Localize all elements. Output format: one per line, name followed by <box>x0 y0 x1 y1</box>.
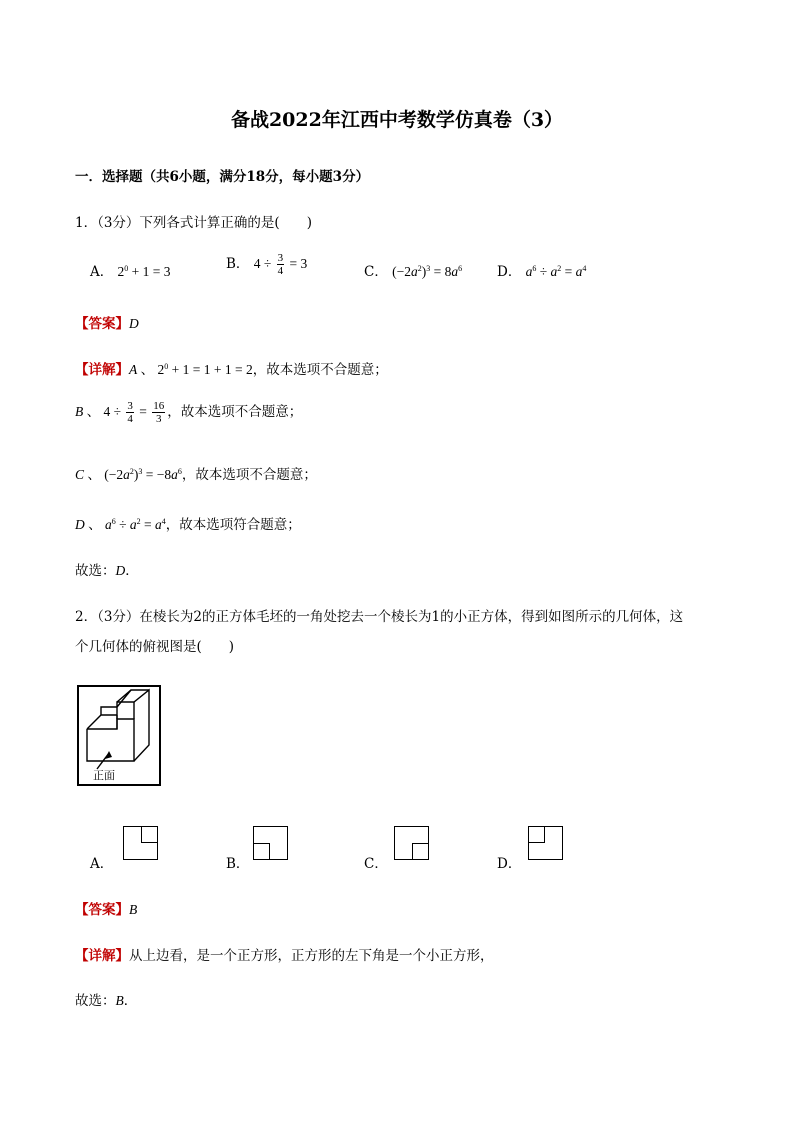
inner-square <box>412 843 428 859</box>
option-a-expr: $2^0 + 1 = 3$ <box>117 264 171 279</box>
section-heading: 一．选择题（共6小题，满分18分，每小题3分） <box>75 169 370 185</box>
detail-comment: ，故本选项不合题意； <box>181 467 317 483</box>
fraction: $\frac{3}{4}$ <box>277 252 284 278</box>
detail-text: 从上边看，是一个正方形，正方形的左下角是一个小正方形， <box>129 948 494 964</box>
fraction: $\frac{16}{3}$ <box>153 400 165 426</box>
conclusion-prefix: 故选： <box>75 563 116 579</box>
detail-c-expr: C 、 $(-2a^2)^3 = -8a^6$ <box>75 467 182 482</box>
detail-d-expr: D 、 $a^6 \div a^2 = a^4$ <box>75 517 166 532</box>
option-label: C． <box>364 264 388 280</box>
inner-square <box>254 843 270 859</box>
q1-option-d[interactable] <box>497 260 586 280</box>
detail-comment: ，故本选项不合题意； <box>167 404 303 420</box>
option-d-expr: $a^6 \div a^2 = a^4$ <box>525 264 587 279</box>
q2-option-c-label[interactable]: C． <box>364 856 388 872</box>
conclusion-prefix: 故选： <box>75 993 116 1009</box>
answer-tag: 【答案】 <box>75 902 129 918</box>
option-c-expr: $(-2a^2)^3 = 8a^6$ <box>392 264 463 279</box>
q2-stem-line2: 个几何体的俯视图是( ) <box>75 639 235 655</box>
q2-stem-line1: 2．（3分）在棱长为2的正方体毛坯的一角处挖去一个棱长为1的小正方体，得到如图所示的几何体，这 <box>75 609 684 625</box>
detail-b-expr: B 、 4 ÷ $\frac{3}{4}$ = $\frac{16}{3}$ <box>75 400 165 426</box>
q1-stem: 1．（3分）下列各式计算正确的是( ) <box>75 215 312 231</box>
q1-detail-a <box>75 358 388 378</box>
detail-tag: 【详解】 <box>75 948 129 964</box>
q1-answer <box>75 312 139 332</box>
q2-option-a-label[interactable]: A． <box>90 856 114 872</box>
fraction: $\frac{3}{4}$ <box>127 400 133 426</box>
q1-option-c[interactable] <box>364 260 462 280</box>
q2-option-d-figure[interactable] <box>528 826 563 860</box>
q2-option-d-label[interactable]: D． <box>497 856 522 872</box>
figure-label: 正面 <box>93 769 115 782</box>
q1-option-a[interactable] <box>90 260 171 280</box>
q2-option-b-label[interactable]: B． <box>226 856 250 872</box>
answer-value: B <box>129 902 138 917</box>
page-title: 备战2022年江西中考数学仿真卷（3） <box>230 109 564 131</box>
detail-comment: ，故本选项不合题意； <box>252 362 388 378</box>
option-label: A． <box>90 264 114 280</box>
q1-option-b[interactable] <box>226 252 307 277</box>
q2-answer <box>75 898 137 918</box>
q2-conclusion <box>75 989 137 1009</box>
q1-detail-b <box>75 400 302 425</box>
q2-solid-figure <box>77 685 161 786</box>
answer-value: D <box>129 316 139 331</box>
conclusion-letter: B <box>115 993 124 1008</box>
cube-drawing <box>79 687 159 784</box>
q2-option-c-figure[interactable] <box>394 826 429 860</box>
q1-conclusion <box>75 559 139 579</box>
option-label: B． <box>226 256 250 272</box>
inner-square <box>141 827 157 843</box>
inner-square <box>529 827 545 843</box>
q1-detail-d <box>75 513 301 533</box>
q1-detail-c <box>75 463 317 483</box>
detail-a-expr: A 、 $2^0 + 1 = 1 + 1 = 2$ <box>129 362 253 377</box>
q2-option-a-figure[interactable] <box>123 826 158 860</box>
conclusion-letter: D <box>115 563 126 578</box>
answer-tag: 【答案】 <box>75 316 129 332</box>
q2-detail <box>75 944 494 964</box>
detail-comment: ，故本选项符合题意； <box>165 517 301 533</box>
detail-tag: 【详解】 <box>75 362 129 378</box>
q2-option-b-figure[interactable] <box>253 826 288 860</box>
option-b-expr: 4 ÷ $\frac{3}{4}$ = 3 <box>253 252 308 278</box>
option-label: D． <box>497 264 522 280</box>
conclusion-suffix: ． <box>125 563 139 579</box>
conclusion-suffix: ． <box>123 993 138 1009</box>
